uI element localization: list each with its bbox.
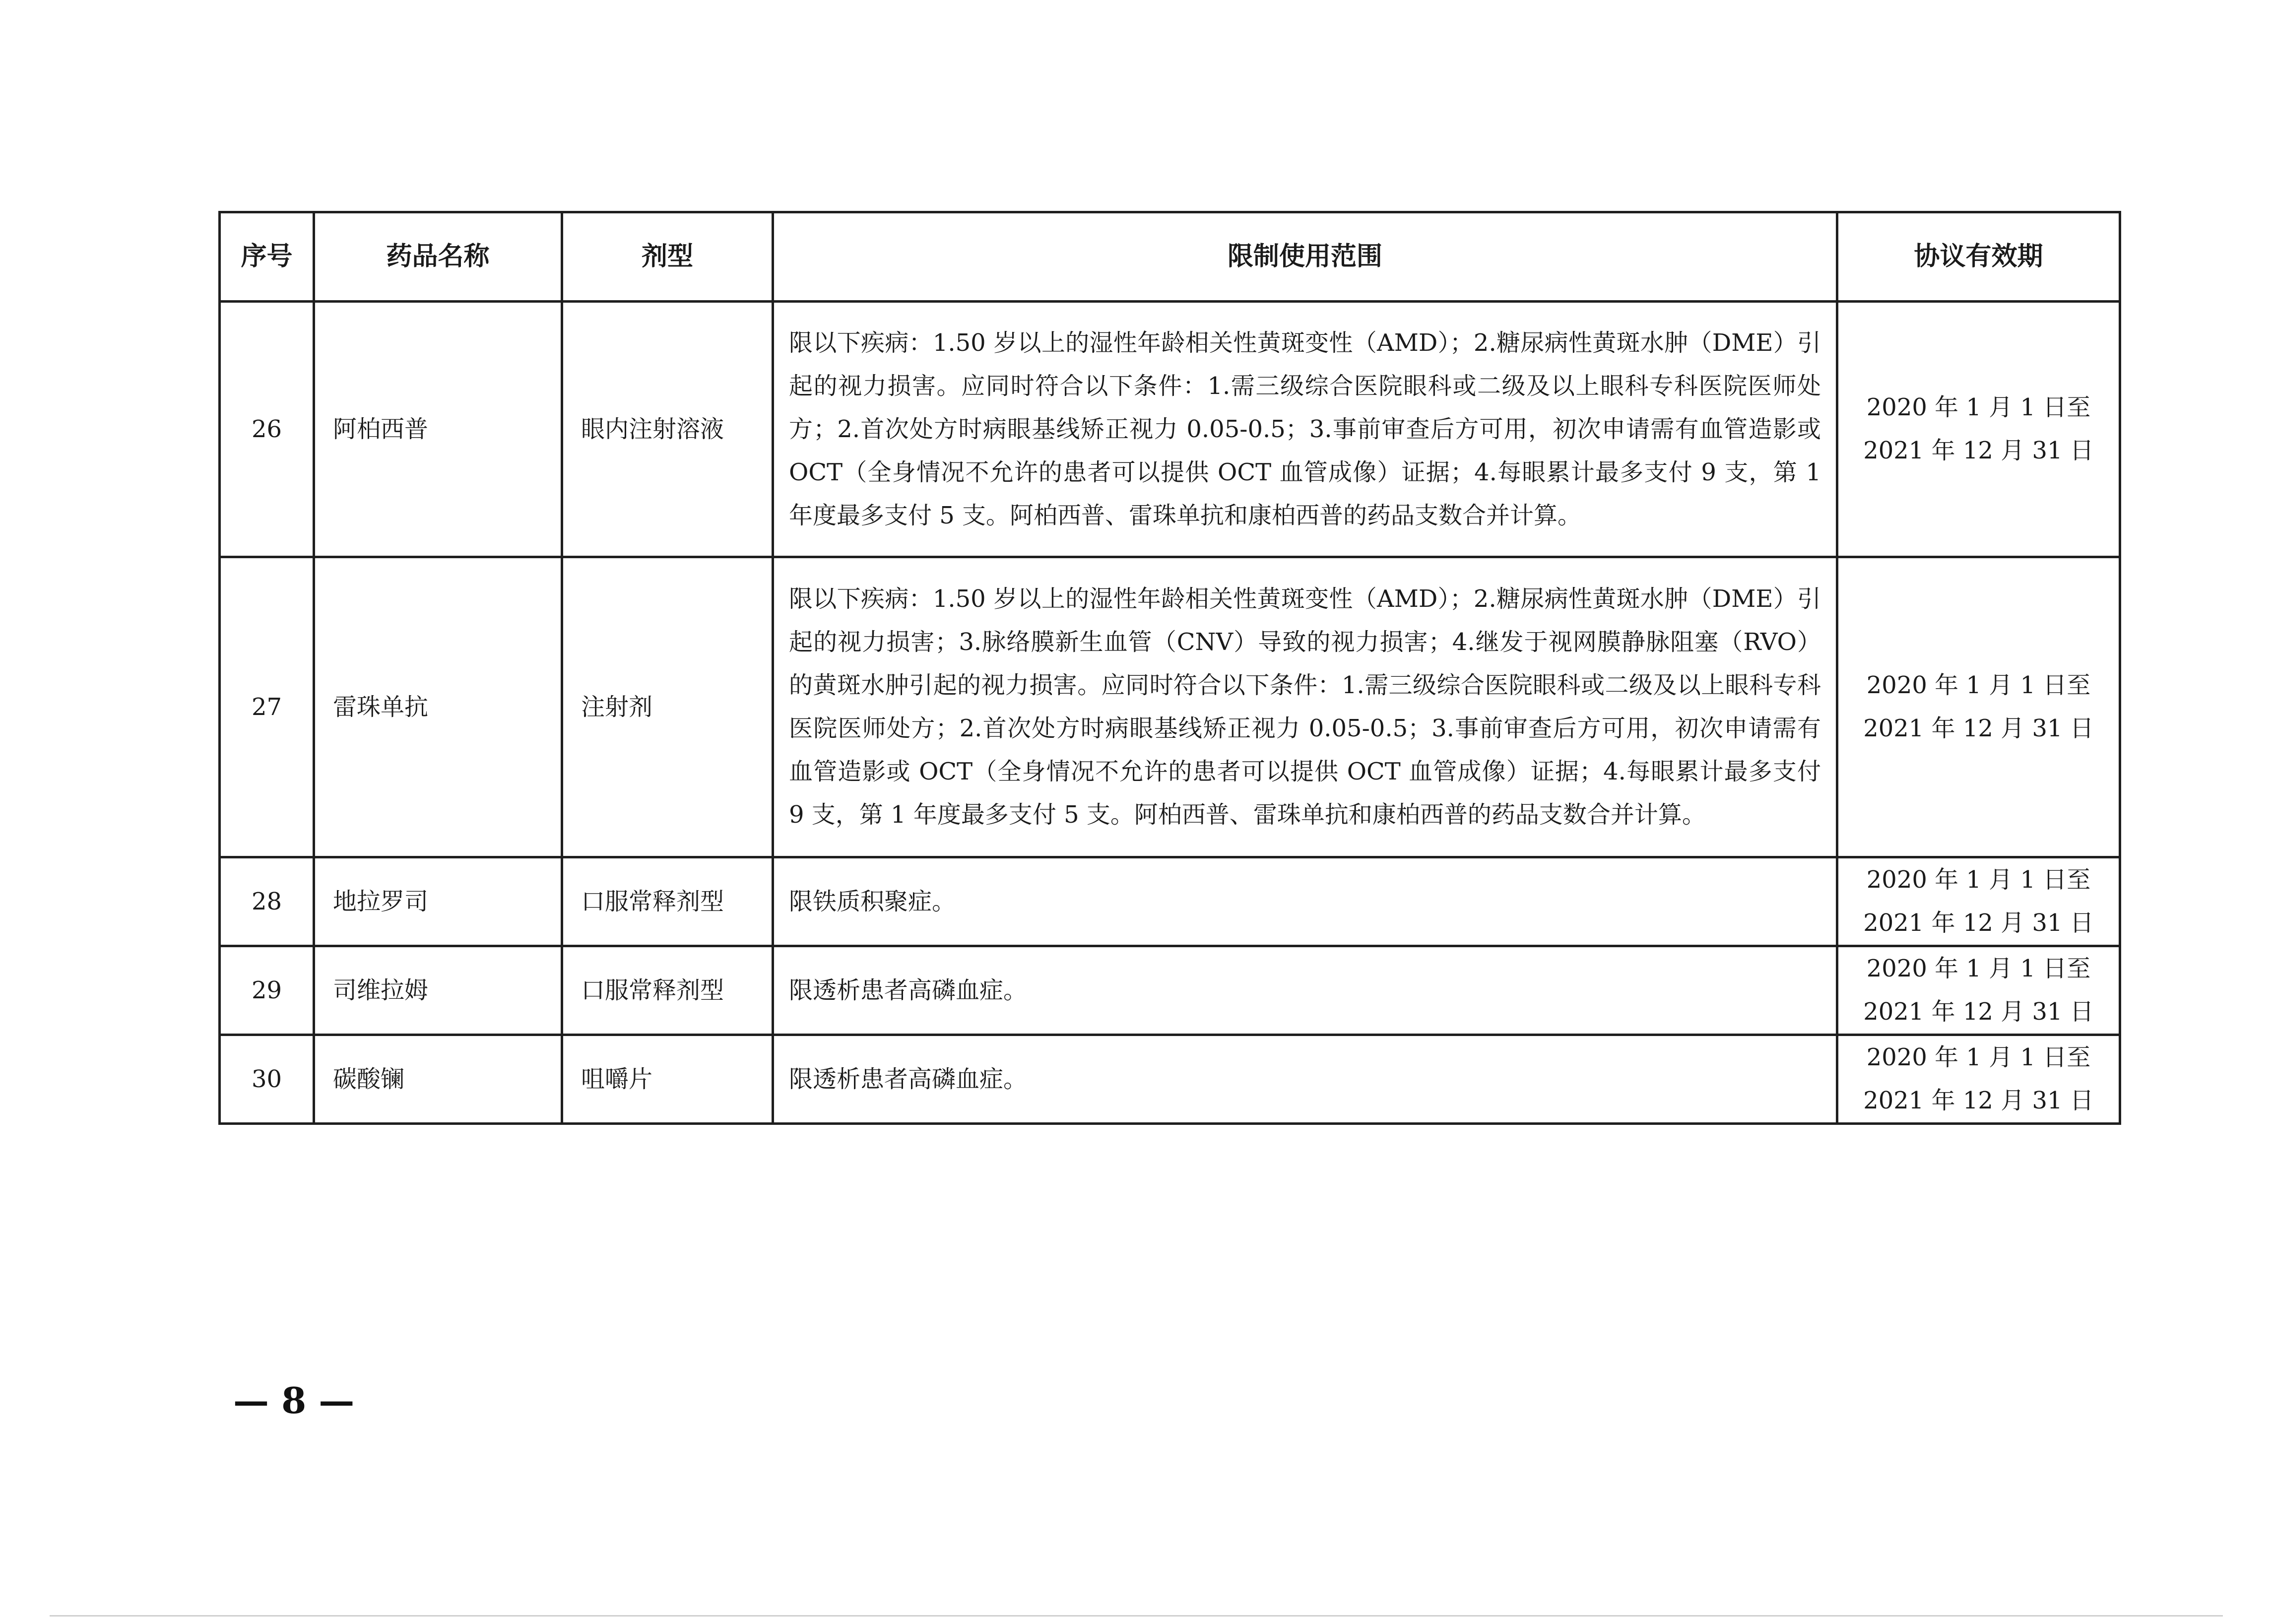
table-row <box>220 302 2120 557</box>
cell-dosage-form: 咀嚼片 <box>562 1035 773 1124</box>
header-name: 药品名称 <box>314 212 562 302</box>
cell-dosage-form: 注射剂 <box>562 557 773 857</box>
validity-from: 2020 年 1 月 1 日至 <box>1866 866 2091 894</box>
table-row <box>220 1035 2120 1124</box>
cell-validity <box>1837 302 2120 557</box>
cell-dosage-form: 口服常释剂型 <box>562 946 773 1035</box>
header-scope: 限制使用范围 <box>773 212 1837 302</box>
header-validity: 协议有效期 <box>1837 212 2120 302</box>
cell-no: 27 <box>220 557 314 857</box>
cell-validity <box>1837 946 2120 1035</box>
cell-validity <box>1837 1035 2120 1124</box>
cell-restriction-scope: 限透析患者高磷血症。 <box>773 1035 1837 1124</box>
table-header-row <box>220 212 2120 302</box>
validity-to: 2021 年 12 月 31 日 <box>1863 1087 2094 1114</box>
validity-to: 2021 年 12 月 31 日 <box>1863 998 2094 1026</box>
header-form: 剂型 <box>562 212 773 302</box>
cell-dosage-form: 口服常释剂型 <box>562 857 773 946</box>
scan-artifact-line <box>50 1615 2223 1617</box>
cell-drug-name: 雷珠单抗 <box>314 557 562 857</box>
cell-no: 28 <box>220 857 314 946</box>
cell-no: 30 <box>220 1035 314 1124</box>
table-row <box>220 857 2120 946</box>
cell-drug-name: 司维拉姆 <box>314 946 562 1035</box>
cell-restriction-scope: 限透析患者高磷血症。 <box>773 946 1837 1035</box>
validity-from: 2020 年 1 月 1 日至 <box>1866 1043 2091 1071</box>
validity-from: 2020 年 1 月 1 日至 <box>1866 671 2091 699</box>
cell-restriction-scope: 限以下疾病：1.50 岁以上的湿性年龄相关性黄斑变性（AMD）；2.糖尿病性黄斑水肿（DME）引起的视力损害；3.脉络膜新生血管（CNV）导致的视力损害；4.继发于视网膜静脉阻塞（RVO）的黄斑水肿引起的视力损害。应同时符合以下条件：1.需三级综合医院眼科或二级及以上眼科专科医院医师处方；2.首次处方时病眼基线矫正视力 0.05-0.5；3.事前审查后方可用，初次申请需有血管造影或 OCT（全身情况不允许的患者可以提供 OCT 血管成像）证据；4.每眼累计最多支付 9 支，第 1 年度最多支付 5 支。阿柏西普、雷珠单抗和康柏西普的药品支数合并计算。 <box>773 557 1837 857</box>
validity-to: 2021 年 12 月 31 日 <box>1863 909 2094 937</box>
validity-to: 2021 年 12 月 31 日 <box>1863 715 2094 742</box>
cell-drug-name: 碳酸镧 <box>314 1035 562 1124</box>
validity-to: 2021 年 12 月 31 日 <box>1863 437 2094 464</box>
cell-no: 29 <box>220 946 314 1035</box>
cell-drug-name: 地拉罗司 <box>314 857 562 946</box>
drug-restriction-table <box>218 211 2121 1125</box>
page-number: — 8 — <box>233 1379 355 1422</box>
validity-from: 2020 年 1 月 1 日至 <box>1866 393 2091 421</box>
cell-restriction-scope: 限铁质积聚症。 <box>773 857 1837 946</box>
cell-drug-name: 阿柏西普 <box>314 302 562 557</box>
header-no: 序号 <box>220 212 314 302</box>
cell-dosage-form: 眼内注射溶液 <box>562 302 773 557</box>
cell-restriction-scope: 限以下疾病：1.50 岁以上的湿性年龄相关性黄斑变性（AMD）；2.糖尿病性黄斑水肿（DME）引起的视力损害。应同时符合以下条件：1.需三级综合医院眼科或二级及以上眼科专科医院医师处方；2.首次处方时病眼基线矫正视力 0.05-0.5；3.事前审查后方可用，初次申请需有血管造影或 OCT（全身情况不允许的患者可以提供 OCT 血管成像）证据；4.每眼累计最多支付 9 支，第 1 年度最多支付 5 支。阿柏西普、雷珠单抗和康柏西普的药品支数合并计算。 <box>773 302 1837 557</box>
validity-from: 2020 年 1 月 1 日至 <box>1866 955 2091 982</box>
cell-validity <box>1837 557 2120 857</box>
table-row <box>220 557 2120 857</box>
table-row <box>220 946 2120 1035</box>
cell-validity <box>1837 857 2120 946</box>
cell-no: 26 <box>220 302 314 557</box>
